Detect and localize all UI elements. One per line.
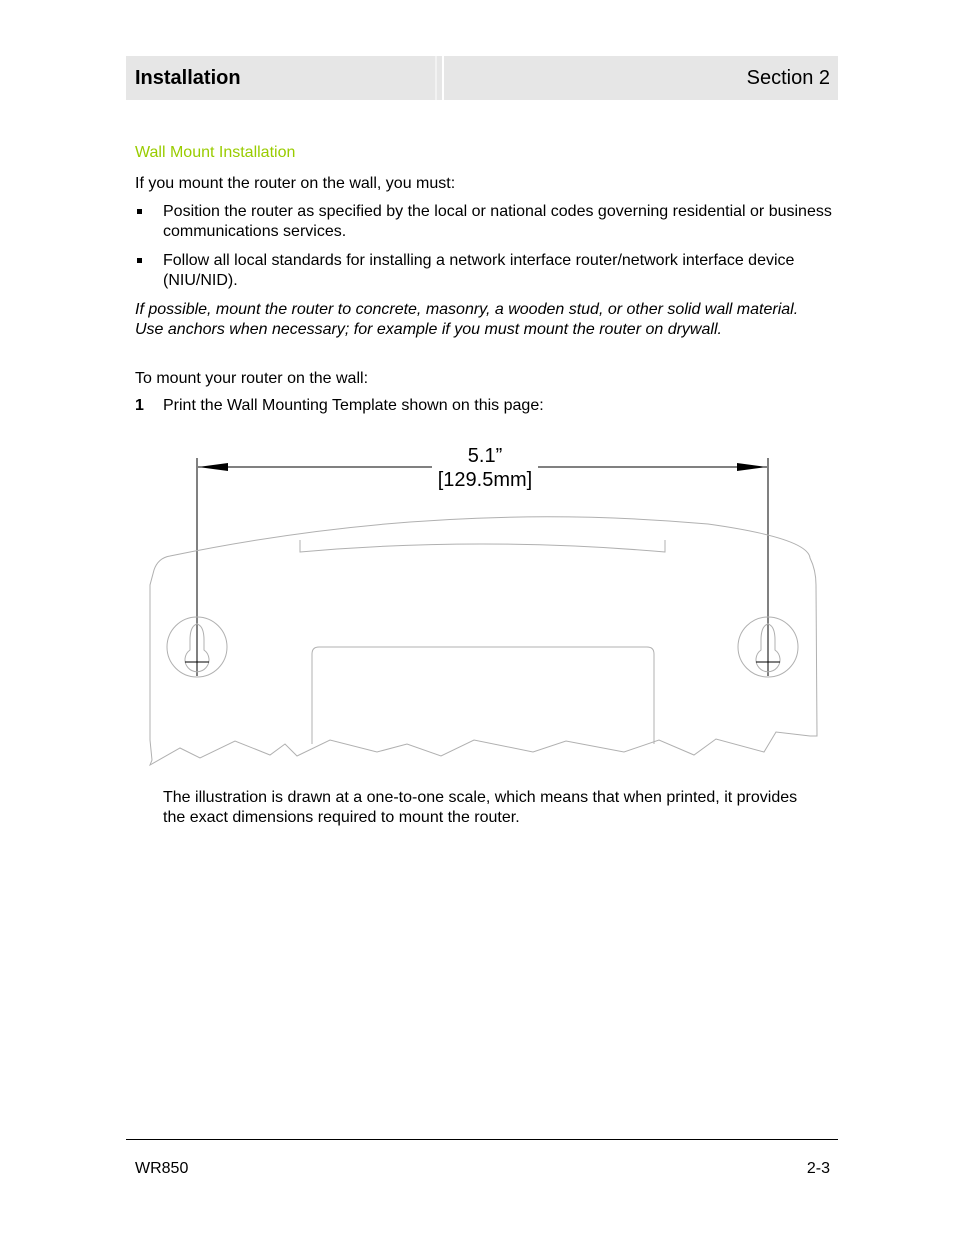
mount-intro-paragraph: To mount your router on the wall: (135, 370, 369, 387)
list-item (135, 202, 835, 241)
list-item (135, 251, 835, 290)
footer-page-number: 2-3 (806, 1160, 830, 1177)
step-number: 1 (135, 397, 144, 414)
dimension-label (430, 444, 540, 492)
list-item-text: Position the router as specified by the local or national codes governing residential or business communications services. (163, 203, 832, 240)
header-section-title: Section 2 (444, 56, 838, 100)
bullet-square-icon (137, 209, 142, 214)
router-outline (150, 517, 817, 765)
page-header (126, 56, 838, 100)
router-top-ridge (300, 540, 665, 552)
step-1 (135, 397, 544, 415)
list-item-text: Follow all local standards for installing a network interface router/network interface device (NIU/NID). (163, 252, 795, 289)
dimension-inches: 5.1” (467, 445, 503, 467)
intro-paragraph: If you mount the router on the wall, you must: (135, 175, 456, 192)
dimension-mm: [129.5mm] (437, 469, 533, 491)
wall-mount-template-figure (140, 440, 830, 780)
figure-caption: The illustration is drawn at a one-to-one scale, which means that when printed, it provides the exact dimensions required to mount the router. (163, 789, 798, 826)
footer-model: WR850 (135, 1160, 189, 1177)
router-label-recess (312, 647, 654, 744)
note-paragraph: If possible, mount the router to concrete, masonry, a wooden stud, or other solid wall material. Use anchors when necessary; for example if you must mount the router on drywall. (135, 301, 799, 338)
header-chapter-title: Installation (126, 56, 435, 100)
step-text: Print the Wall Mounting Template shown on this page: (163, 397, 544, 414)
right-arrow-icon (737, 463, 767, 471)
left-arrow-icon (198, 463, 228, 471)
requirements-list (135, 202, 835, 300)
section-title: Wall Mount Installation (135, 144, 296, 161)
footer-divider (126, 1139, 838, 1140)
header-spacer (437, 56, 442, 100)
bullet-square-icon (137, 258, 142, 263)
